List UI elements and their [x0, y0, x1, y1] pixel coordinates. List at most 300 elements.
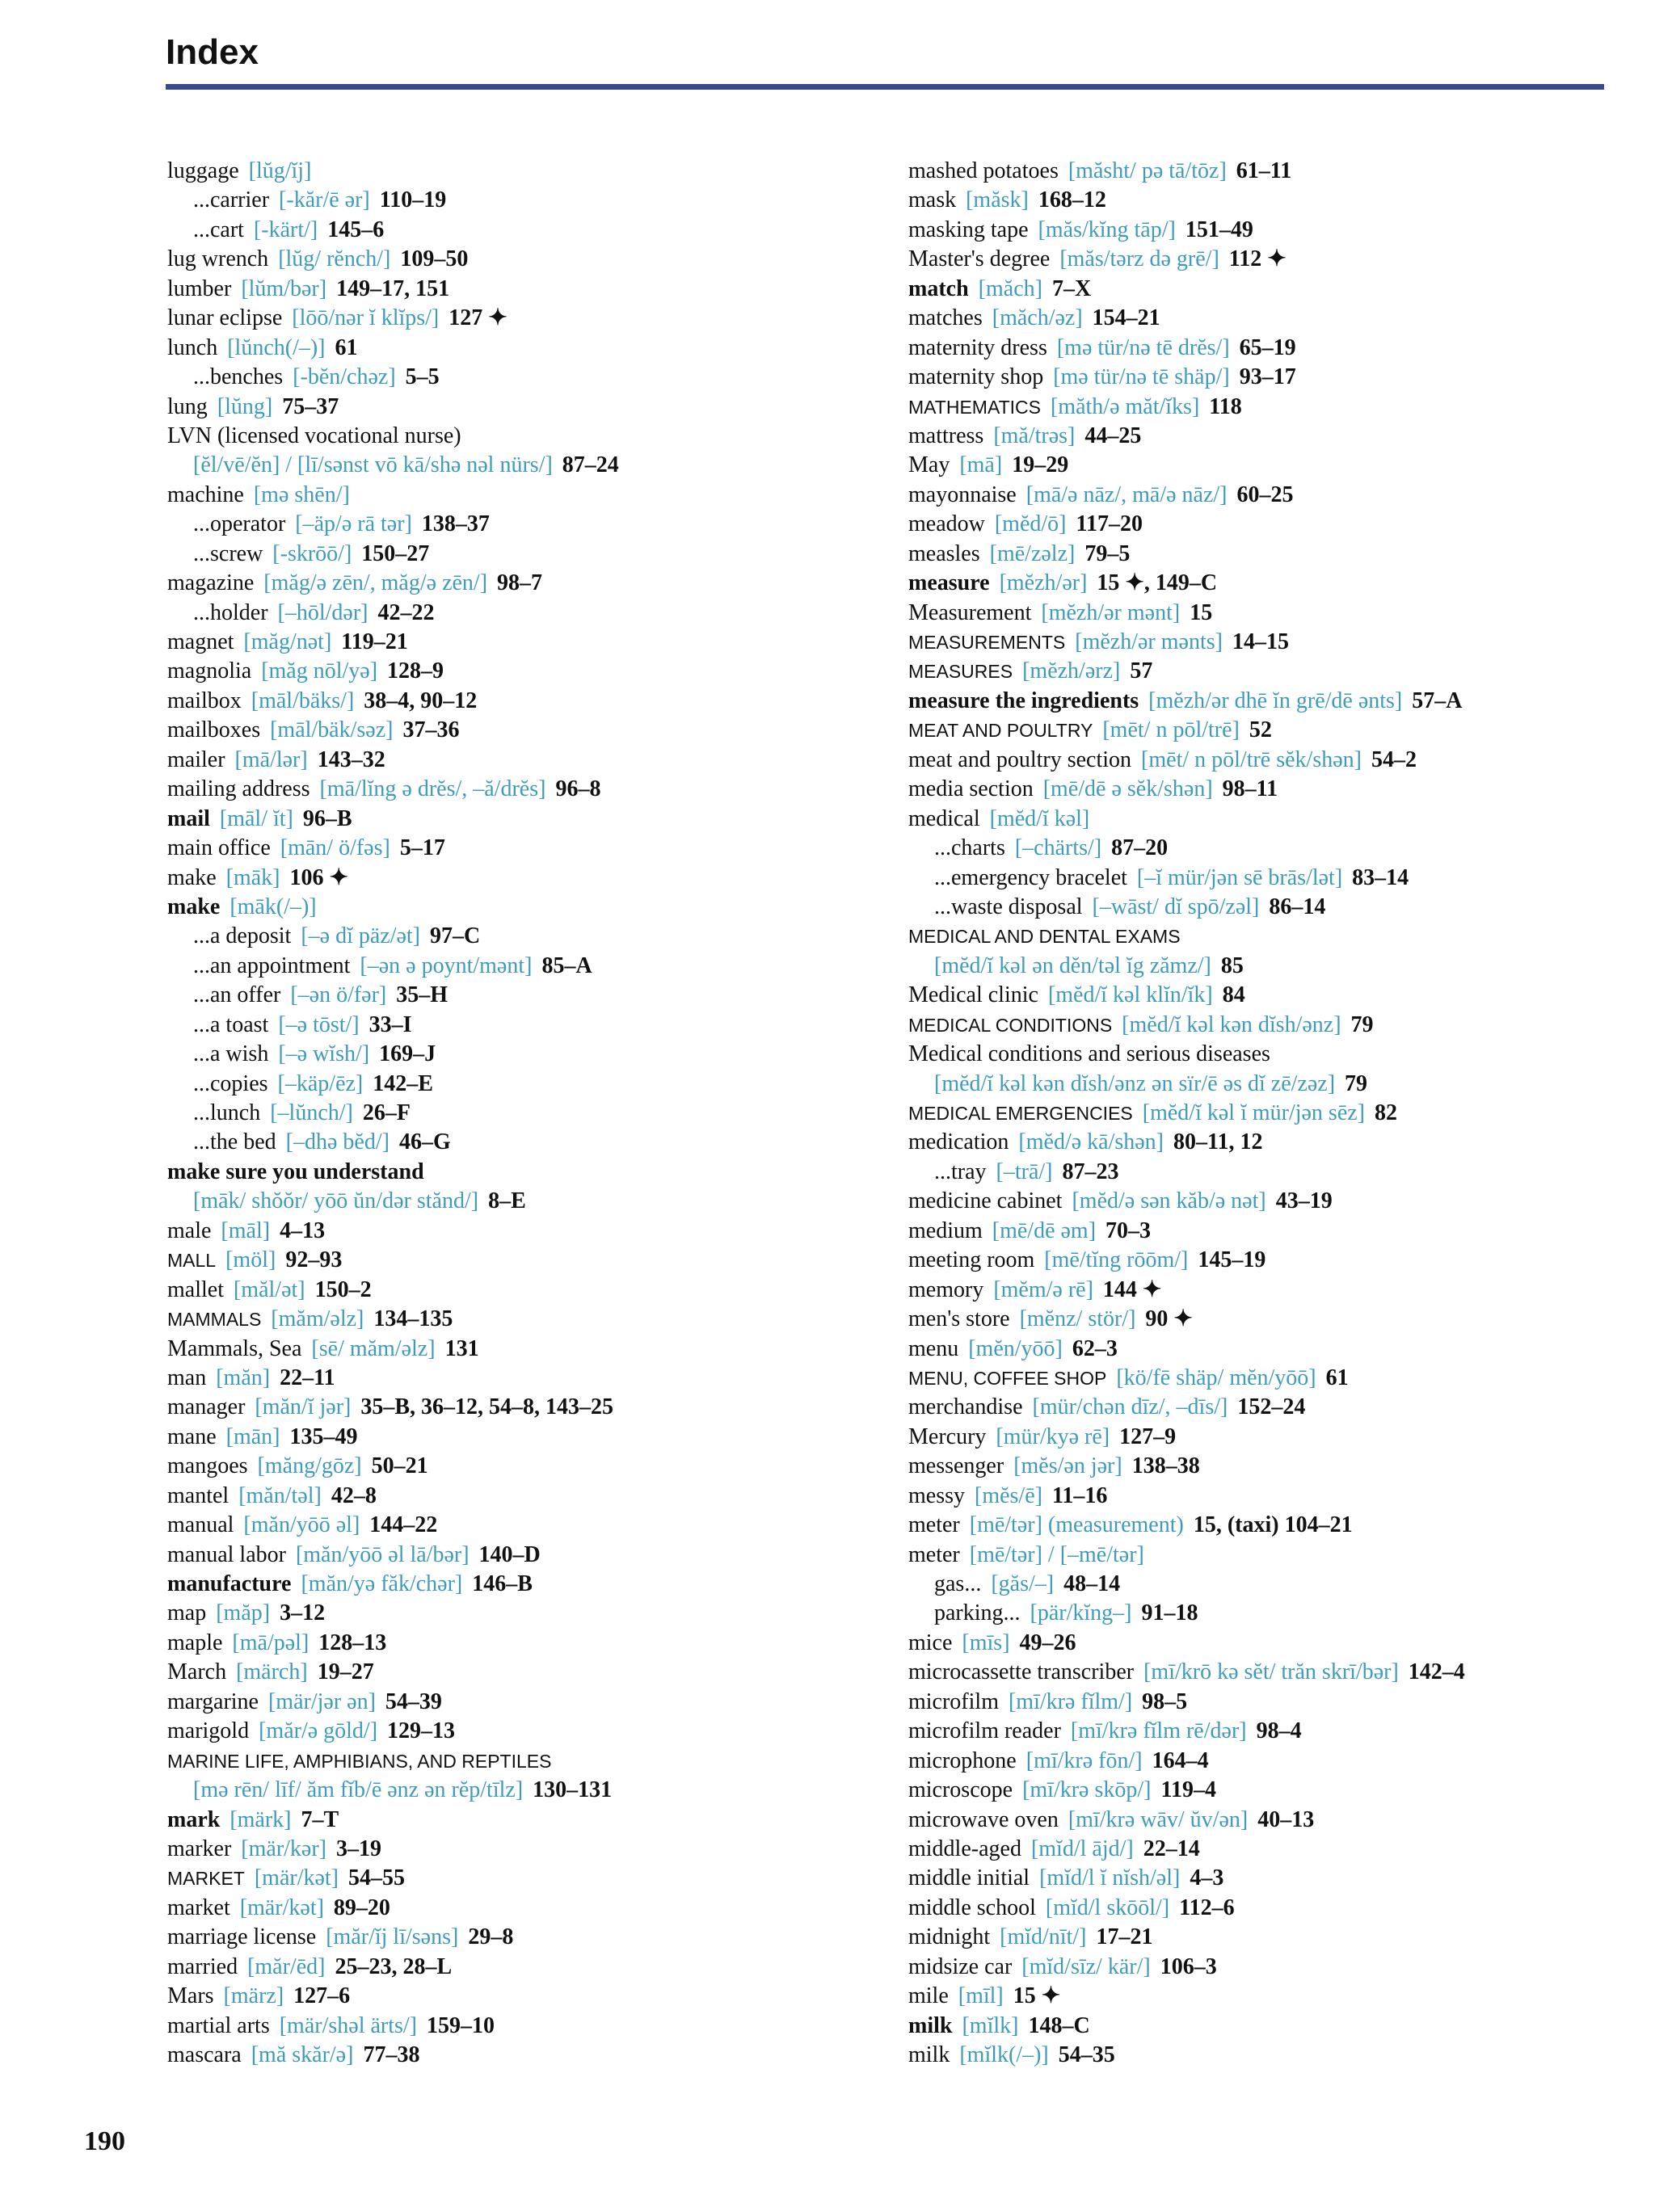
- entry-term: mangoes: [167, 1453, 248, 1479]
- entry-page-ref: 112–6: [1179, 1894, 1235, 1920]
- entry-pronunciation: [lŭm/bər]: [241, 275, 327, 301]
- index-entry: [167, 1835, 895, 1864]
- entry-page-ref: 70–3: [1105, 1217, 1152, 1243]
- index-entry: [908, 805, 1636, 834]
- index-entry: [908, 245, 1636, 274]
- index-entry: [167, 245, 895, 274]
- entry-pronunciation: [mĭd/nīt/]: [1000, 1924, 1087, 1950]
- index-entry: [167, 1658, 895, 1687]
- entry-term: milk: [908, 2012, 953, 2038]
- entry-pronunciation: [măl/ət]: [233, 1276, 305, 1302]
- entry-pronunciation: [lŭng]: [217, 393, 273, 419]
- entry-page-ref: 57–A: [1412, 688, 1463, 713]
- index-entry: [908, 1099, 1636, 1128]
- entry-page-ref: 134–135: [373, 1306, 453, 1332]
- entry-page-ref: 129–13: [387, 1718, 456, 1744]
- index-entry: [167, 1570, 895, 1599]
- index-entry: [908, 1658, 1636, 1687]
- index-entry: [908, 304, 1636, 333]
- entry-pronunciation: [mē/tər] / [–mē/tər]: [969, 1541, 1144, 1567]
- entry-pronunciation: [măch]: [978, 275, 1042, 301]
- entry-term: map: [167, 1600, 207, 1626]
- index-entry: [167, 1511, 895, 1540]
- entry-page-ref: 145–6: [327, 217, 385, 242]
- index-entry: [908, 864, 1636, 893]
- entry-term: ...emergency bracelet: [934, 864, 1127, 890]
- entry-pronunciation: [kö/fē shäp/ mĕn/yōō]: [1116, 1365, 1316, 1390]
- entry-page-ref: 144 ✦: [1102, 1276, 1162, 1302]
- entry-pronunciation: [mĕd/ō]: [994, 511, 1067, 537]
- entry-page-ref: 43–19: [1275, 1188, 1333, 1214]
- entry-term: mantel: [167, 1482, 230, 1508]
- entry-term: middle school: [908, 1894, 1036, 1920]
- entry-term: mailing address: [167, 776, 310, 802]
- index-entry: [167, 510, 895, 539]
- entry-pronunciation: [mĭd/l skōōl/]: [1045, 1894, 1170, 1920]
- entry-page-ref: 86–14: [1269, 894, 1326, 919]
- entry-term: lumber: [167, 275, 232, 301]
- title-rule: [166, 84, 1604, 90]
- entry-term: meadow: [908, 511, 985, 537]
- entry-pronunciation: [măs/tərz də grē/]: [1059, 246, 1219, 272]
- entry-page-ref: 65–19: [1239, 334, 1296, 360]
- index-entry: [908, 510, 1636, 539]
- entry-pronunciation: [măn/yōō əl lā/bər]: [295, 1541, 470, 1567]
- index-entry: [908, 1246, 1636, 1275]
- index-entry: [908, 1923, 1636, 1952]
- entry-term: memory: [908, 1276, 984, 1302]
- index-entry: [908, 1335, 1636, 1364]
- entry-pronunciation: [măn/yə făk/chər]: [301, 1571, 463, 1596]
- entry-pronunciation: [măch/əz]: [992, 305, 1083, 331]
- entry-term: marker: [167, 1836, 232, 1861]
- index-entry: [167, 657, 895, 686]
- entry-page-ref: 150–27: [361, 540, 430, 566]
- entry-pronunciation: [mĕzh/ər]: [999, 570, 1088, 596]
- index-entry: [908, 893, 1636, 922]
- entry-page-ref: 130–131: [533, 1777, 613, 1803]
- entry-pronunciation: [mĕd/ĭ kəl]: [989, 805, 1090, 831]
- entry-page-ref: 15: [1190, 599, 1213, 625]
- entry-page-ref: 106–3: [1160, 1953, 1217, 1979]
- entry-term: lung: [167, 393, 208, 419]
- index-entry: [167, 393, 895, 422]
- entry-term: mice: [908, 1630, 953, 1655]
- entry-pronunciation: [māl/ ĭt]: [219, 805, 293, 831]
- entry-term: ...screw: [193, 540, 263, 566]
- entry-pronunciation: [mī/krə fĭlm/]: [1008, 1688, 1133, 1714]
- entry-pronunciation: [măsk]: [966, 187, 1029, 213]
- entry-term: measles: [908, 540, 980, 566]
- index-entry: [908, 2041, 1636, 2070]
- entry-term: MAMMALS: [167, 1309, 262, 1331]
- entry-page-ref: 54–55: [348, 1865, 406, 1891]
- entry-term: ...lunch: [193, 1100, 261, 1125]
- entry-term: ...waste disposal: [934, 894, 1083, 919]
- entry-page-ref: 87–20: [1111, 835, 1169, 861]
- entry-pronunciation: [-skrōō/]: [272, 540, 352, 566]
- entry-page-ref: 93–17: [1239, 364, 1296, 390]
- entry-page-ref: 89–20: [333, 1894, 390, 1920]
- index-entry: [167, 1070, 895, 1099]
- entry-term: ...carrier: [193, 187, 270, 213]
- index-entry: [167, 1246, 895, 1275]
- entry-pronunciation: [möl]: [225, 1247, 276, 1273]
- entry-pronunciation: [mĭlk]: [962, 2012, 1019, 2038]
- index-entry: [908, 922, 1636, 951]
- entry-term: ...the bed: [193, 1129, 276, 1155]
- index-entry: [167, 599, 895, 628]
- entry-pronunciation: [măng/gōz]: [257, 1453, 362, 1479]
- entry-pronunciation: [mēt/ n pōl/trē]: [1102, 717, 1240, 743]
- entry-term: midsize car: [908, 1953, 1013, 1979]
- entry-term: masking tape: [908, 217, 1029, 242]
- entry-pronunciation: [măn/təl]: [238, 1482, 322, 1508]
- index-entry: [167, 2041, 895, 2070]
- entry-page-ref: 146–B: [472, 1571, 533, 1596]
- entry-term: mayonnaise: [908, 482, 1017, 507]
- entry-pronunciation: [mē/tər] (measurement): [969, 1512, 1184, 1538]
- index-entry: [908, 775, 1636, 804]
- entry-page-ref: 119–4: [1160, 1777, 1216, 1803]
- entry-term: magazine: [167, 570, 255, 596]
- index-entry: [908, 540, 1636, 569]
- entry-term: mark: [167, 1806, 221, 1832]
- entry-term: machine: [167, 482, 244, 507]
- index-entry: [908, 1717, 1636, 1746]
- entry-pronunciation: [mə tür/nə tē shäp/]: [1053, 364, 1230, 390]
- index-entry: [908, 275, 1636, 304]
- entry-page-ref: 80–11, 12: [1173, 1129, 1263, 1155]
- entry-term: MEAT AND POULTRY: [908, 720, 1093, 742]
- entry-page-ref: 26–F: [362, 1100, 411, 1125]
- entry-pronunciation: [märk]: [230, 1806, 292, 1832]
- entry-term: parking...: [934, 1600, 1021, 1626]
- entry-pronunciation: [mĕs/ē]: [975, 1482, 1042, 1508]
- index-entry: [908, 569, 1636, 598]
- entry-term: LVN (licensed vocational nurse): [167, 423, 461, 448]
- entry-page-ref: 151–49: [1185, 217, 1253, 242]
- entry-term: manual labor: [167, 1541, 286, 1567]
- entry-page-ref: 49–26: [1019, 1630, 1076, 1655]
- entry-page-ref: 38–4, 90–12: [364, 688, 478, 713]
- entry-page-ref: 79: [1350, 1011, 1374, 1037]
- entry-page-ref: 60–25: [1236, 482, 1294, 507]
- entry-pronunciation: [mĕn/yōō]: [968, 1335, 1063, 1361]
- entry-page-ref: 19–27: [317, 1659, 374, 1685]
- entry-pronunciation: [–ə dĭ päz/ət]: [301, 923, 421, 949]
- entry-page-ref: 154–21: [1092, 305, 1160, 331]
- entry-page-ref: 77–38: [363, 2042, 420, 2067]
- entry-term: medium: [908, 1217, 983, 1243]
- entry-page-ref: 61–11: [1236, 158, 1292, 183]
- entry-pronunciation: [mĕd/ə sən kăb/ə nət]: [1072, 1188, 1266, 1214]
- entry-pronunciation: [märch]: [236, 1659, 308, 1685]
- entry-page-ref: 61: [1325, 1365, 1349, 1390]
- entry-page-ref: 57: [1130, 658, 1153, 684]
- entry-pronunciation: [mĕd/ĭ kəl ən dĕn/təl ĭg zămz/]: [934, 953, 1211, 978]
- entry-pronunciation: [mĕzh/ər dhē ĭn grē/dē ənts]: [1148, 688, 1403, 713]
- index-entry: [167, 1423, 895, 1452]
- entry-term: manual: [167, 1512, 234, 1538]
- index-entry: [908, 216, 1636, 245]
- entry-term: Mars: [167, 1983, 214, 2009]
- entry-pronunciation: [găs/–]: [991, 1571, 1055, 1596]
- entry-term: man: [167, 1365, 207, 1390]
- entry-term: martial arts: [167, 2012, 270, 2038]
- index-entry: [167, 864, 895, 893]
- index-entry: [908, 1688, 1636, 1717]
- entry-page-ref: 54–35: [1058, 2042, 1115, 2067]
- entry-pronunciation: [māk/ shŏŏr/ yōō ŭn/dər stănd/]: [193, 1188, 479, 1214]
- entry-term: mailer: [167, 746, 225, 772]
- index-entry: [167, 981, 895, 1010]
- entry-page-ref: 127 ✦: [448, 305, 507, 331]
- index-entry: [167, 304, 895, 333]
- entry-term: merchandise: [908, 1394, 1023, 1420]
- entry-page-ref: 106 ✦: [289, 864, 348, 890]
- entry-pronunciation: [mär/jər ən]: [267, 1688, 376, 1714]
- page-number: 190: [84, 2126, 125, 2156]
- entry-page-ref: 15 ✦, 149–C: [1097, 570, 1218, 596]
- entry-term: make sure you understand: [167, 1159, 424, 1184]
- index-entry: [908, 422, 1636, 451]
- entry-term: meter: [908, 1512, 960, 1538]
- entry-term: maternity shop: [908, 364, 1044, 390]
- entry-pronunciation: [măth/ə măt/ĭks]: [1050, 393, 1200, 419]
- entry-term: lunar eclipse: [167, 305, 283, 331]
- index-entry: [908, 1570, 1636, 1599]
- index-entry: [908, 1541, 1636, 1570]
- index-entry: [167, 363, 895, 392]
- index-entry: [167, 687, 895, 716]
- entry-term: ...cart: [193, 217, 244, 242]
- index-entry: [167, 893, 895, 922]
- entry-term: menu: [908, 1335, 959, 1361]
- index-entry: [908, 1040, 1636, 1069]
- index-entry: [167, 1953, 895, 1982]
- entry-pronunciation: [măg/nət]: [243, 629, 332, 654]
- index-entry: [167, 569, 895, 598]
- entry-page-ref: 42–22: [377, 599, 435, 625]
- entry-term: mashed potatoes: [908, 158, 1059, 183]
- entry-pronunciation: [māk]: [225, 864, 280, 890]
- entry-term: ...an offer: [193, 982, 281, 1008]
- entry-page-ref: 96–8: [555, 776, 601, 802]
- entry-term: milk: [908, 2042, 950, 2067]
- entry-term: Mammals, Sea: [167, 1335, 302, 1361]
- index-entry: [167, 275, 895, 304]
- entry-page-ref: 15 ✦: [1013, 1983, 1061, 2009]
- entry-page-ref: 152–24: [1237, 1394, 1306, 1420]
- entry-page-ref: 127–9: [1119, 1424, 1177, 1449]
- entry-term: Medical conditions and serious diseases: [908, 1041, 1270, 1067]
- index-entry: [908, 1128, 1636, 1157]
- entry-pronunciation: [mĕm/ə rē]: [993, 1276, 1093, 1302]
- entry-term: measure: [908, 570, 990, 596]
- index-entry: [167, 1305, 895, 1334]
- entry-page-ref: 44–25: [1084, 423, 1142, 448]
- entry-page-ref: 22–11: [280, 1365, 335, 1390]
- entry-page-ref: 3–19: [336, 1836, 382, 1861]
- entry-pronunciation: [mĭd/l ĭ nĭsh/əl]: [1039, 1865, 1181, 1891]
- entry-term: ...a deposit: [193, 923, 292, 949]
- page-title: Index: [166, 32, 259, 72]
- entry-term: meeting room: [908, 1247, 1035, 1273]
- entry-term: ...charts: [934, 835, 1005, 861]
- entry-page-ref: 148–C: [1028, 2012, 1090, 2038]
- entry-pronunciation: [–ən ö/fər]: [290, 982, 387, 1008]
- entry-term: maple: [167, 1630, 223, 1655]
- entry-term: make: [167, 894, 221, 919]
- entry-page-ref: 138–38: [1131, 1453, 1200, 1479]
- entry-page-ref: 91–18: [1141, 1600, 1198, 1626]
- entry-page-ref: 54–2: [1371, 746, 1417, 772]
- entry-term: ...an appointment: [193, 953, 351, 978]
- entry-page-ref: 138–37: [421, 511, 490, 537]
- entry-term: mallet: [167, 1276, 224, 1302]
- entry-pronunciation: [mĕd/ə kā/shən]: [1018, 1129, 1164, 1155]
- index-entry: [908, 451, 1636, 480]
- entry-page-ref: 29–8: [468, 1924, 514, 1950]
- index-entry: [908, 2012, 1636, 2041]
- entry-pronunciation: [măsht/ pə tā/tōz]: [1068, 158, 1227, 183]
- entry-page-ref: 142–4: [1408, 1659, 1465, 1685]
- entry-page-ref: 159–10: [427, 2012, 495, 2038]
- entry-term: ...operator: [193, 511, 286, 537]
- entry-term: MATHEMATICS: [908, 396, 1041, 418]
- entry-pronunciation: [mē/dē əm]: [992, 1217, 1097, 1243]
- index-entry: [167, 1599, 895, 1628]
- entry-pronunciation: [mā]: [959, 452, 1003, 478]
- entry-pronunciation: [mā/ə nāz/, mā/ə nāz/]: [1025, 482, 1228, 507]
- index-entry: [167, 1864, 895, 1893]
- entry-pronunciation: [mĕd/ĭ kəl kən dĭsh/ənz]: [1122, 1011, 1341, 1037]
- entry-pronunciation: [mär/kər]: [241, 1836, 327, 1861]
- entry-page-ref: 143–32: [317, 746, 385, 772]
- entry-page-ref: 145–19: [1198, 1247, 1266, 1273]
- entry-term: men's store: [908, 1306, 1010, 1332]
- entry-term: market: [167, 1894, 230, 1920]
- index-entry: [167, 1099, 895, 1128]
- entry-page-ref: 142–E: [373, 1070, 433, 1096]
- index-entry: [908, 952, 1636, 981]
- index-entry: [908, 1835, 1636, 1864]
- index-entry: [908, 1747, 1636, 1776]
- index-entry: [908, 834, 1636, 863]
- entry-term: MARKET: [167, 1868, 245, 1890]
- index-entry: [167, 186, 895, 215]
- entry-page-ref: 85–A: [541, 953, 592, 978]
- index-entry: [167, 422, 895, 451]
- index-entry: [167, 481, 895, 510]
- index-column-right: [908, 157, 1636, 2070]
- entry-term: manufacture: [167, 1571, 292, 1596]
- index-entry: [908, 1393, 1636, 1422]
- index-entry: [167, 1923, 895, 1952]
- entry-page-ref: 14–15: [1232, 629, 1289, 654]
- entry-pronunciation: [mə rēn/ līf/ ăm fĭb/ē ənz ən rĕp/tīlz]: [193, 1777, 524, 1803]
- index-entry: [908, 1511, 1636, 1540]
- entry-pronunciation: [māk(/–)]: [230, 894, 317, 919]
- entry-page-ref: 98–7: [497, 570, 543, 596]
- index-entry: [908, 687, 1636, 716]
- entry-pronunciation: [mĕd/ĭ kəl ĭ mür/jən sēz]: [1142, 1100, 1366, 1125]
- entry-page-ref: 19–29: [1012, 452, 1069, 478]
- entry-pronunciation: [mĕs/ən jər]: [1013, 1453, 1122, 1479]
- entry-term: middle initial: [908, 1865, 1030, 1891]
- index-entry: [908, 1187, 1636, 1216]
- entry-pronunciation: [mĕd/ĭ kəl klĭn/ĭk]: [1047, 982, 1213, 1008]
- entry-term: MEDICAL EMERGENCIES: [908, 1103, 1133, 1124]
- entry-page-ref: 109–50: [400, 246, 469, 272]
- entry-term: mailboxes: [167, 717, 261, 743]
- entry-page-ref: 83–14: [1352, 864, 1409, 890]
- index-entry: [908, 628, 1636, 657]
- entry-pronunciation: [mē/dē ə sĕk/shən]: [1042, 776, 1213, 802]
- entry-page-ref: 4–3: [1190, 1865, 1224, 1891]
- entry-page-ref: 119–21: [341, 629, 408, 654]
- entry-pronunciation: [mə tür/nə tē drĕs/]: [1056, 334, 1230, 360]
- index-entry: [908, 1305, 1636, 1334]
- index-entry: [167, 157, 895, 186]
- entry-page-ref: 35–H: [396, 982, 448, 1008]
- entry-page-ref: 37–36: [402, 717, 460, 743]
- entry-term: Measurement: [908, 599, 1032, 625]
- index-entry: [167, 216, 895, 245]
- entry-page-ref: 97–C: [430, 923, 481, 949]
- entry-term: gas...: [934, 1571, 982, 1596]
- entry-pronunciation: [măg/ə zēn/, măg/ə zēn/]: [263, 570, 488, 596]
- index-entry: [908, 1276, 1636, 1305]
- entry-term: mane: [167, 1424, 217, 1449]
- entry-term: margarine: [167, 1688, 259, 1714]
- index-entry: [167, 834, 895, 863]
- index-entry: [167, 746, 895, 775]
- entry-pronunciation: [măr/ə gōld/]: [259, 1718, 378, 1744]
- entry-pronunciation: [mā/lĭng ə drĕs/, –ă/drĕs]: [319, 776, 546, 802]
- entry-term: marigold: [167, 1718, 250, 1744]
- entry-term: messy: [908, 1482, 965, 1508]
- entry-term: MARINE LIFE, AMPHIBIANS, AND REPTILES: [167, 1750, 552, 1772]
- index-entry: [167, 1335, 895, 1364]
- entry-page-ref: 79: [1345, 1070, 1368, 1096]
- entry-term: Master's degree: [908, 246, 1051, 272]
- entry-page-ref: 127–6: [293, 1983, 351, 2009]
- index-entry: [908, 363, 1636, 392]
- entry-term: lug wrench: [167, 246, 269, 272]
- entry-page-ref: 84: [1222, 982, 1245, 1008]
- index-column-left: [167, 157, 895, 2070]
- entry-term: mask: [908, 187, 957, 213]
- entry-page-ref: 7–X: [1051, 275, 1092, 301]
- index-entry: [908, 1629, 1636, 1658]
- index-entry: [167, 540, 895, 569]
- entry-pronunciation: [-kăr/ē ər]: [279, 187, 370, 213]
- entry-term: ...tray: [934, 1159, 987, 1184]
- entry-page-ref: 135–49: [289, 1424, 358, 1449]
- entry-term: medical: [908, 805, 980, 831]
- entry-pronunciation: [mär/shəl ärts/]: [279, 2012, 418, 2038]
- index-entry: [167, 922, 895, 951]
- index-entry: [167, 1982, 895, 2011]
- entry-page-ref: 168–12: [1038, 187, 1106, 213]
- entry-term: manager: [167, 1394, 246, 1420]
- entry-page-ref: 8–E: [488, 1188, 526, 1214]
- entry-page-ref: 42–8: [331, 1482, 377, 1508]
- entry-term: lunch: [167, 334, 218, 360]
- index-entry: [908, 1158, 1636, 1187]
